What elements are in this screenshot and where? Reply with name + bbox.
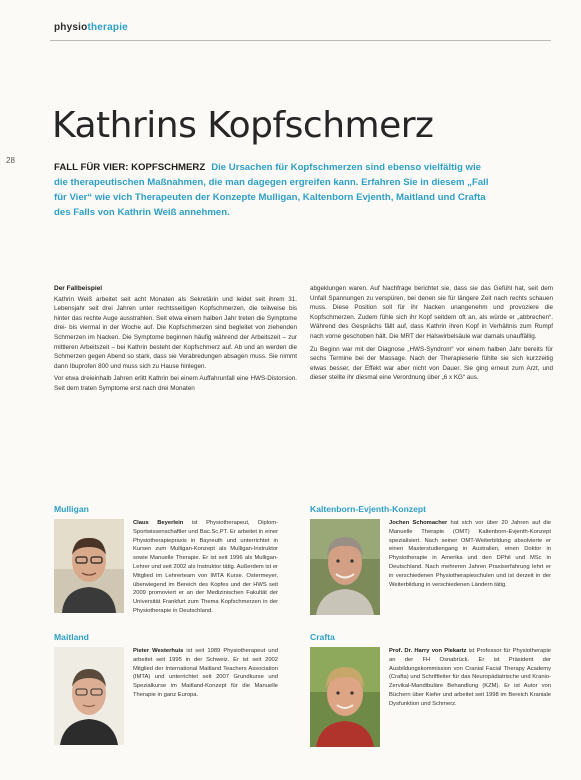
portrait-photo xyxy=(54,647,124,745)
body-column-2 xyxy=(310,284,553,386)
article-lead xyxy=(54,160,494,220)
page-number: 28 xyxy=(6,156,15,165)
header-rule xyxy=(50,40,551,41)
concept-bio xyxy=(133,519,278,616)
section-tag-part-b: therapie xyxy=(87,22,128,33)
lead-text: Die Ursachen für Kopfschmerzen sind ebenso vielfältig wie die therapeutischen Maßnahmen, die man dagegen ergreifen kann. Erfahren Sie in diesem „Fall für Vier“ wie vich Therapeuten der Konzepte Mulligan, Kaltenborn Evjenth, Maitland und Crafta des Falls von Kathrin Weiß annehmen. xyxy=(54,162,489,218)
bio-name: Claus Beyerlein xyxy=(133,520,184,526)
bio-name: Jochen Schomacher xyxy=(389,520,448,526)
concept-heading-kaltenborn: Kaltenborn-Evjenth-Konzept xyxy=(310,504,427,514)
concept-heading-crafta: Crafta xyxy=(310,632,335,642)
concept-bio xyxy=(389,519,551,589)
portrait-image xyxy=(310,519,380,615)
concept-bio xyxy=(133,647,278,700)
case-heading: Der Fallbeispiel xyxy=(54,285,103,292)
concept-bio xyxy=(389,647,551,709)
article-title: Kathrins Kopfschmerz xyxy=(52,105,434,146)
portrait-image xyxy=(54,647,124,745)
bio-text: ist seit 1989 Physiotherapeut und arbeitet seit 1995 in der Schweiz. Er ist seit 2002 Mitglied der International Maitland Teachers Association (IMTA) und unterrichtet seit 2007 Grundkurse und Spezialkurse im Maitland-Konzept für die Manuelle Therapie in ganz Europa. xyxy=(133,648,278,698)
bio-text: hat sich vor über 20 Jahren auf die Manuelle Therapie (OMT) Kaltenborn-Evjenth-Konzept spezialisiert. Nach seiner OMT-Weiterbildung absolvierte er einen Masterstudiengang in Australien, einen Doktor in Physiotherapie in Amerika und den DPhil und MSc in Deutschland. Nach mehreren Jahren Praxiserfahrung lehrt er in verschiedenen Physiotherapieschulen und ist derzeit in der Weiterbildung in verschiedenen Ländern tätig. xyxy=(389,520,551,588)
concept-heading-mulligan: Mulligan xyxy=(54,504,89,514)
bio-name: Pieter Westerhuis xyxy=(133,648,184,654)
portrait-photo xyxy=(310,647,380,747)
body-paragraph: Kathrin Weiß arbeitet seit acht Monaten als Sekretärin und leidet seit ihrem 31. Lebensjahr seit drei Jahren unter rechtsseitigen Kopfschmerzen, die teilweise bis hinter das rechte Auge ausstrahlen. Seit etwa einem halben Jahr treten die Symptome drei- bis viermal in der Woche auf. Die Kopfschmerzen sind begleitet von ziehenden Schmerzen im Nacken. Die Symptome beginnen häufig während der Arbeitszeit – zur mittleren Arbeitszeit – bei Kathrin besteht der Kopfschmerz auf. Ab und an werden die Schmerzen gegen Abend so stark, dass sie Verabredungen absagen muss. Sie nimmt dann Ibuprofen 800 und muss sich zu Hause hinlegen. xyxy=(54,295,297,370)
portrait-image xyxy=(310,647,380,747)
portrait-image xyxy=(54,519,124,613)
portrait-photo xyxy=(54,519,124,613)
bio-name: Prof. Dr. Harry von Piekartz xyxy=(389,648,467,654)
body-paragraph: Vor etwa dreieinhalb Jahren erlitt Kathrin bei einem Auffahrunfall eine HWS-Distorsion. Seit dem traten Symptome erst nach drei Monaten xyxy=(54,375,297,392)
body-column-1 xyxy=(54,284,297,397)
article-kicker: FALL FÜR VIER: KOPFSCHMERZ xyxy=(54,162,206,173)
body-paragraph: Zu Beginn war mit der Diagnose „HWS-Syndrom“ vor einem halben Jahr bereits für sechs Termine bei der Massage. Nach der Therapieserie fühlte sie sich kurzzeitig etwas besser, der Effekt war aber nicht von Dauer. Sie ging erneut zum Arzt, und dieser stellte ihr diesmal eine Verordnung über „6 x KG“ aus. xyxy=(310,345,553,382)
concept-heading-maitland: Maitland xyxy=(54,632,89,642)
section-tag-part-a: physio xyxy=(54,22,88,33)
section-tag xyxy=(54,22,128,33)
bio-text: ist Physiotherapeut, Diplom-Sportwissenschaftler und Bac.Sc.PT. Er arbeitet in einer Physiotherapiepraxis in Bayreuth und unterrichtet in Kursen zum Mulligan-Konzept als Mulligan-Instruktor sowie Manuelle Therapie. Er ist seit 1996 als Mulligan-Lehrer und seit 2002 als Instruktor tätig. Außerdem ist er Mitglied im Lehrerteam von IMTA Kurse. Ostermeyer, überwiegend im Bereich des Kopfes und der HWS seit 2009 promoviert er an der Medizinischen Fakultät der Universität Frankfurt zum Thema Kopfschmerzen in der Physiotherapie in Deutschland. xyxy=(133,520,278,614)
bio-text: ist Professor für Physiotherapie an der FH Osnabrück. Er ist Präsident der Ausbildungskommission von Cranial Facial Therapy Academy (Crafta) und Schriftleiter für das Neuropädiatrische und Kranio-Zervikal-Mandibuläre Behandlung (KZM). Er ist Autor von Büchern über Kiefer und arbeitet seit 1998 im Bereich Kraniale Dysfunktion und Schmerz. xyxy=(389,648,551,707)
portrait-photo xyxy=(310,519,380,615)
body-paragraph: abgeklungen waren. Auf Nachfrage berichtet sie, dass sie das Gefühl hat, seit dem Unfall Spannungen zu verspüren, bei denen sie für längere Zeit nach rechts schauen muss. Diese Position soll für ihr Nacken unangenehm und provoziere die Kopfschmerzen. Zudem fühle sich ihr Kopf seitdem oft an, als würde er „abbrechen“. Während des Gesprächs fällt auf, dass Kathrin ihren Kopf in Verhältnis zum Rumpf nach vorne geschoben hält. Die MRT der Halswirbelsäule war damals unauffällig. xyxy=(310,285,553,340)
